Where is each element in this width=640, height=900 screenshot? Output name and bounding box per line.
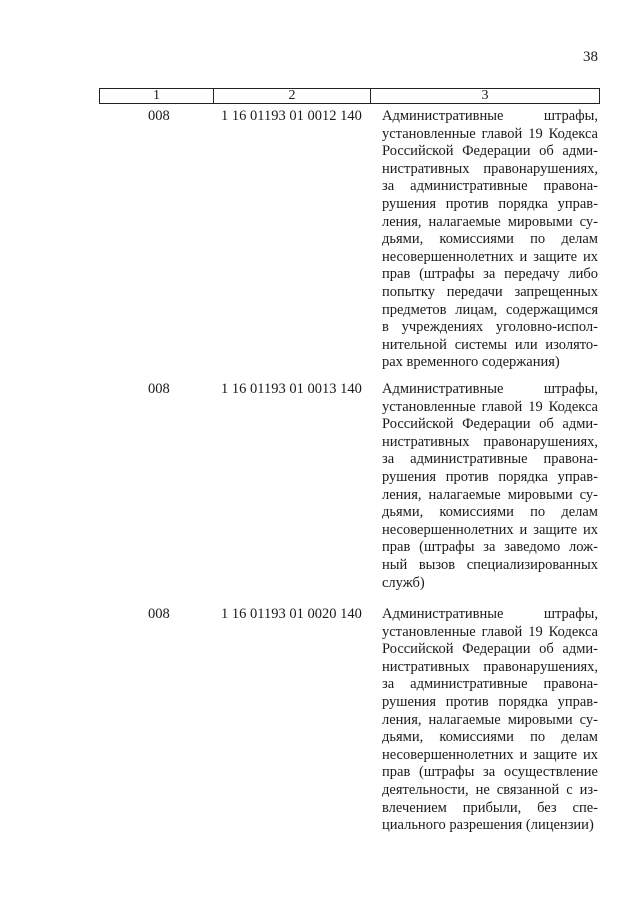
description-line: влечением прибыли, без спе- [382,799,598,816]
description-line: дьями, комиссиями по делам [382,504,598,521]
description-line: установленные главой 19 Кодекса [382,623,598,640]
page-number: 38 [583,49,598,65]
description-line: несовершеннолетних и защите их [382,521,598,538]
description-line: деятельности, не связанной с из- [382,781,598,798]
description-line: нительной системы или изолято- [382,336,598,353]
description-line: попытку передачи запрещенных [382,283,598,300]
description-line: дьями, комиссиями по делам [382,729,598,746]
description-line: Административные штрафы, [382,606,598,622]
admin-code: 008 [148,108,170,124]
admin-code: 008 [148,381,170,397]
description-line: Административные штрафы, [382,381,598,397]
description-line: в учреждениях уголовно-испол- [382,319,598,336]
budget-classification-code: 1 16 01193 01 0013 140 [221,381,362,397]
header-col-2: 2 [214,89,371,104]
description-line: ления, налагаемые мировыми су- [382,213,598,230]
description-line: нистративных правонарушениях, [382,160,598,177]
entry-description [382,381,598,592]
description-line: рушения против порядка управ- [382,195,598,212]
description-line: за административные правона- [382,676,598,693]
description-line: нистративных правонарушениях, [382,433,598,450]
description-line: Административные штрафы, [382,108,598,124]
description-line: ления, налагаемые мировыми су- [382,486,598,503]
admin-code: 008 [148,606,170,622]
description-line: служб) [382,574,425,591]
description-line: установленные главой 19 Кодекса [382,398,598,415]
description-line: рушения против порядка управ- [382,468,598,485]
description-line: установленные главой 19 Кодекса [382,125,598,142]
description-line: несовершеннолетних и защите их [382,746,598,763]
description-line: несовершеннолетних и защите их [382,248,598,265]
entry-description [382,108,598,372]
description-line: циального разрешения (лицензии) [382,817,594,834]
header-row [100,89,600,104]
description-line: дьями, комиссиями по делам [382,231,598,248]
description-line: прав (штрафы за заведомо лож- [382,539,598,556]
budget-classification-code: 1 16 01193 01 0012 140 [221,108,362,124]
description-line: рушения против порядка управ- [382,693,598,710]
description-line: прав (штрафы за осуществление [382,764,598,781]
description-line: прав (штрафы за передачу либо [382,266,598,283]
entry-description [382,606,598,835]
budget-classification-code: 1 16 01193 01 0020 140 [221,606,362,622]
header-col-3: 3 [371,89,600,104]
description-line: ный вызов специализированных [382,556,598,573]
description-line: за административные правона- [382,451,598,468]
description-line: за административные правона- [382,178,598,195]
column-header-table [99,88,600,104]
header-col-1: 1 [100,89,214,104]
description-line: предметов лицам, содержащимся [382,301,598,318]
description-line: Российской Федерации об адми- [382,416,598,433]
description-line: Российской Федерации об адми- [382,143,598,160]
description-line: Российской Федерации об адми- [382,641,598,658]
description-line: ления, налагаемые мировыми су- [382,711,598,728]
description-line: рах временного содержания) [382,354,560,371]
description-line: нистративных правонарушениях, [382,658,598,675]
